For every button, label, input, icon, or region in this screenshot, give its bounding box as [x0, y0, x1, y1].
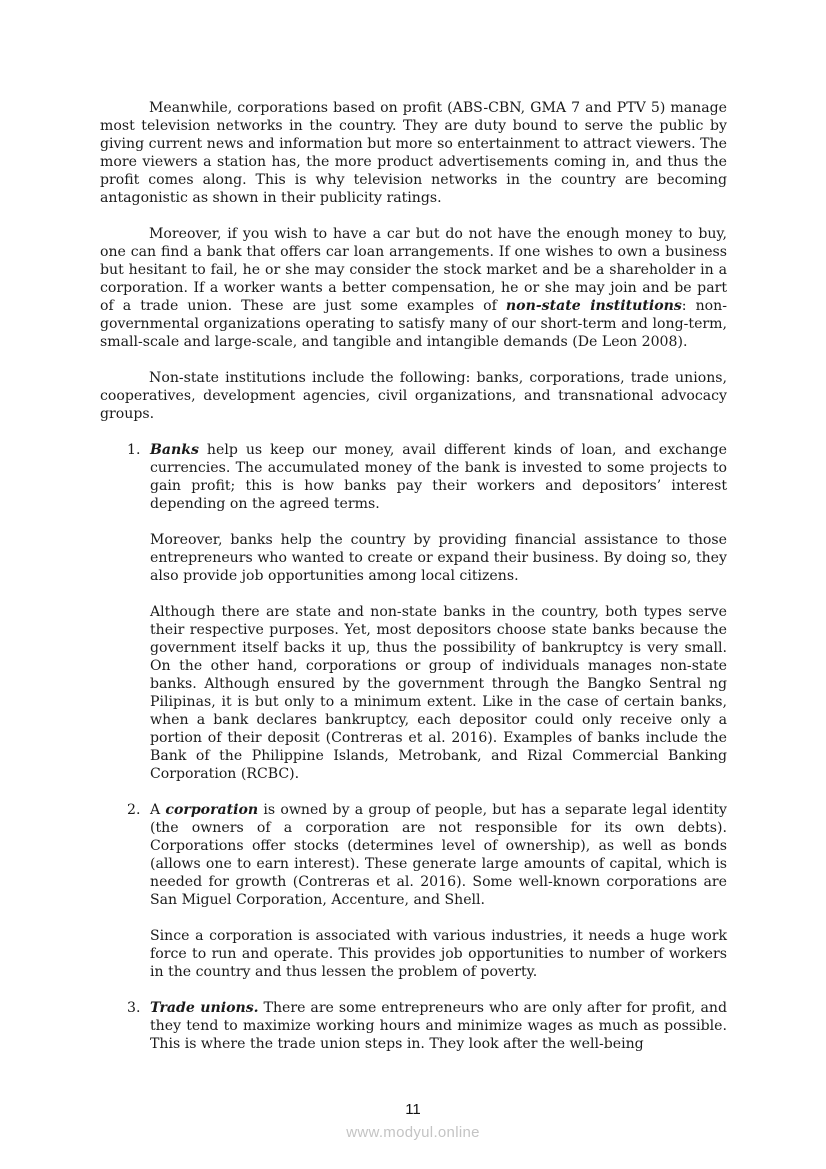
list-item-banks	[100, 441, 727, 513]
list-item-lead	[150, 999, 727, 1053]
list-number: 3.	[127, 1000, 141, 1016]
list-item-corporation	[100, 801, 727, 909]
page-number: 11	[405, 1101, 421, 1118]
paragraph-text: : non-governmental organizations operating to satisfy many of our short-term and long-term, small-scale and large-scale, and tangible and intangible demands (De Leon 2008).	[100, 298, 727, 350]
banks-subparagraph-1: Moreover, banks help the country by providing financial assistance to those entrepreneurs who wanted to create or expand their business. By doing so, they also provide job opportunities among local citizens.	[150, 532, 727, 584]
term-corporation: corporation	[165, 802, 259, 818]
list-item-text: is owned by a group of people, but has a separate legal identity (the owners of a corporation are not responsible for its own debts). Corporations offer stocks (determines level of ownership), as well as bonds (allows one to earn interest). These generate large amounts of capital, which is needed for growth (Contreras et al. 2016). Some well-known corporations are San Miguel Corporation, Accenture, and Shell.	[150, 802, 727, 908]
term-trade-unions: Trade unions.	[150, 1000, 259, 1016]
list-item-lead	[150, 441, 727, 513]
list-number: 2.	[127, 802, 141, 818]
term-non-state-institutions: non-state institutions	[505, 298, 682, 314]
list-number: 1.	[127, 442, 141, 458]
watermark: www.modyul.online	[346, 1124, 480, 1141]
banks-subparagraph-2: Although there are state and non-state banks in the country, both types serve their respective purposes. Yet, most depositors choose state banks because the government itself backs it up, thus the possibility of bankruptcy is very small. On the other hand, corporations or group of individuals manages non-state banks. Although ensured by the government through the Bangko Sentral ng Pilipinas, it is but only to a minimum extent. Like in the case of certain banks, when a bank declares bankruptcy, each depositor could only receive only a portion of their deposit (Contreras et al. 2016). Examples of banks include the Bank of the Philippine Islands, Metrobank, and Rizal Commercial Banking Corporation (RCBC).	[150, 604, 727, 782]
list-item-prefix: A	[150, 802, 166, 818]
list-item-trade-unions	[100, 999, 727, 1053]
paragraph-tv-networks: Meanwhile, corporations based on profit (ABS-CBN, GMA 7 and PTV 5) manage most television networks in the country. They are duty bound to serve the public by giving current news and information but more so entertainment to attract viewers. The more viewers a station has, the more product advertisements coming in, and thus the profit comes along. This is why television networks in the country are becoming antagonistic as shown in their publicity ratings.	[100, 100, 727, 206]
paragraph-text: Moreover, if you wish to have a car but do not have the enough money to buy, one can find a bank that offers car loan arrangements. If one wishes to own a business but hesitant to fail, he or she may consider the stock market and be a shareholder in a corporation. If a worker wants a better compensation, he or she may join and be part of a trade union. These are just some examples of	[100, 226, 727, 314]
corporation-subparagraph-1: Since a corporation is associated with various industries, it needs a huge work force to run and operate. This provides job opportunities to number of workers in the country and thus lessen the problem of poverty.	[150, 928, 727, 980]
list-item-text: help us keep our money, avail different kinds of loan, and exchange currencies. The accumulated money of the bank is invested to some projects to gain profit; this is how banks pay their workers and depositors’ interest depending on the agreed terms.	[150, 442, 727, 512]
list-item-text: There are some entrepreneurs who are only after for profit, and they tend to maximize working hours and minimize wages as much as possible. This is where the trade union steps in. They look after the well-being	[150, 1000, 727, 1052]
paragraph-non-state-intro	[100, 225, 727, 351]
document-body	[100, 99, 727, 1053]
list-item-lead	[150, 801, 727, 909]
paragraph-institution-list: Non-state institutions include the following: banks, corporations, trade unions, cooperatives, development agencies, civil organizations, and transnational advocacy groups.	[100, 370, 727, 422]
term-banks: Banks	[150, 442, 199, 458]
